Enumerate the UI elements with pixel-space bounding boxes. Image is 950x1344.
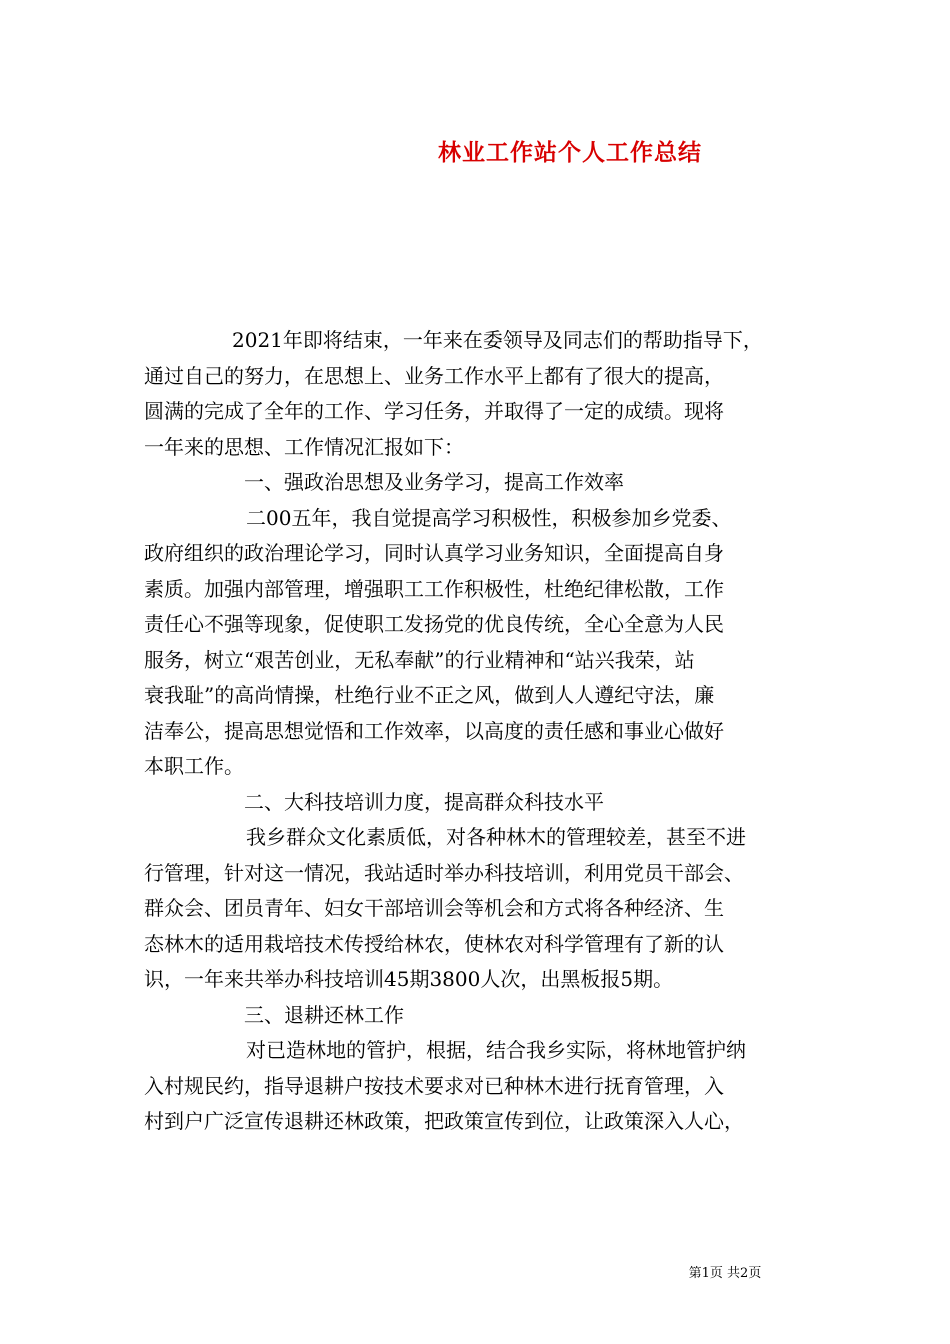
page-footer: 第1页 共2页 [688, 1266, 762, 1281]
paragraph-line: 责任心不强等现象，促使职工发扬党的优良传统，全心全意为人民 [144, 612, 724, 636]
paragraph-line: 服务，树立“艰苦创业，无私奉献”的行业精神和“站兴我荣，站 [144, 647, 695, 672]
paragraph-line: 通过自己的努力，在思想上、业务工作水平上都有了很大的提高， [144, 363, 724, 388]
paragraph-line: 我乡群众文化素质低，对各种林木的管理较差，甚至不进 [246, 825, 746, 849]
paragraph-line: 素质。加强内部管理，增强职工工作积极性，杜绝纪律松散，工作 [144, 576, 724, 601]
document-body [144, 323, 809, 1140]
section-heading: 一、强政治思想及业务学习，提高工作效率 [244, 470, 624, 494]
section-heading: 二、大科技培训力度，提高群众科技水平 [244, 789, 604, 814]
paragraph-line: 一年来的思想、工作情况汇报如下： [144, 434, 464, 459]
paragraph-line: 识，一年来共举办科技培训45期3800人次，出黑板报5期。 [144, 967, 674, 991]
paragraph-line: 对已造林地的管护，根据，结合我乡实际，将林地管护纳 [246, 1038, 746, 1062]
paragraph-line: 政府组织的政治理论学习，同时认真学习业务知识，全面提高自身 [144, 541, 724, 565]
section-heading: 三、退耕还林工作 [244, 1002, 404, 1027]
paragraph-line: 群众会、团员青年、妇女干部培训会等机会和方式将各种经济、生 [144, 896, 724, 920]
paragraph-line: 衰我耻”的高尚情操，杜绝行业不正之风，做到人人遵纪守法，廉 [144, 683, 715, 707]
paragraph-line: 入村规民约，指导退耕户按技术要求对已种林木进行抚育管理，入 [144, 1073, 724, 1098]
document-title: 林业工作站个人工作总结 [438, 139, 702, 166]
paragraph-line: 2021年即将结束，一年来在委领导及同志们的帮助指导下， [232, 328, 763, 352]
paragraph-line: 二00五年，我自觉提高学习积极性，积极参加乡党委、 [246, 505, 732, 530]
paragraph-line: 本职工作。 [144, 754, 244, 778]
paragraph-line: 村到户广泛宣传退耕还林政策，把政策宣传到位，让政策深入人心， [144, 1109, 744, 1133]
paragraph-line: 行管理，针对这一情况，我站适时举办科技培训，利用党员干部会、 [144, 860, 744, 885]
paragraph-line: 洁奉公，提高思想觉悟和工作效率，以高度的责任感和事业心做好 [144, 718, 724, 743]
paragraph-line: 态林木的适用栽培技术传授给林农，使林农对科学管理有了新的认 [144, 931, 724, 956]
paragraph-line: 圆满的完成了全年的工作、学习任务，并取得了一定的成绩。现将 [144, 399, 724, 423]
